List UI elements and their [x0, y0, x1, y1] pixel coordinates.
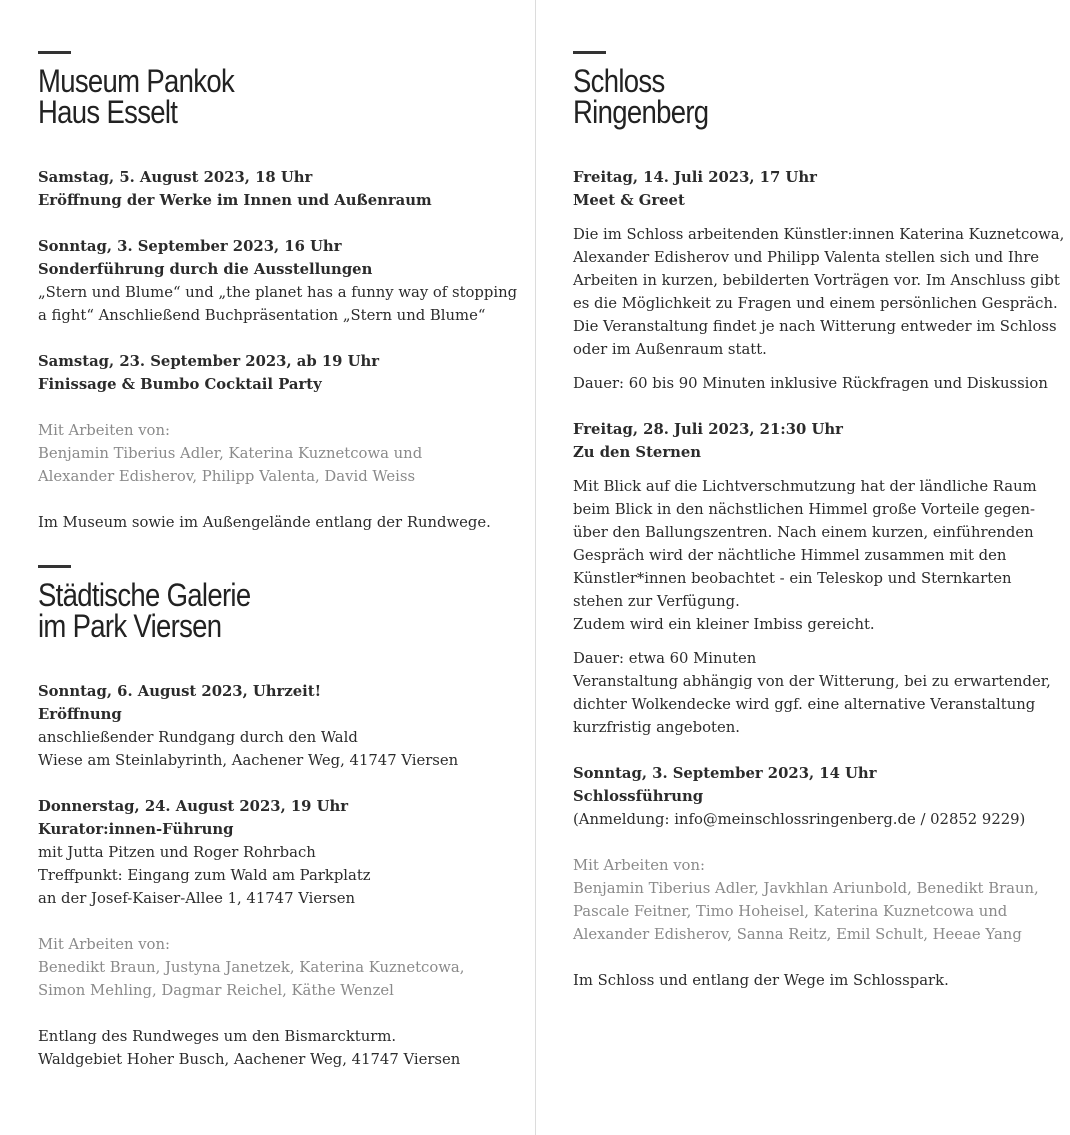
event-title: Sonderführung durch die Ausstellungen: [38, 261, 373, 278]
event-title: Kurator:innen-Führung: [38, 821, 234, 838]
event: [38, 680, 508, 772]
works-line: Benjamin Tiberius Adler, Katerina Kuznetcowa und: [38, 445, 423, 462]
title-line: im Park Viersen: [38, 608, 222, 644]
event-date: Sonntag, 6. August 2023, Uhrzeit!: [38, 683, 322, 700]
works-line: Simon Mehling, Dagmar Reichel, Käthe Wenzel: [38, 982, 394, 999]
event-description: Mit Blick auf die Lichtverschmutzung hat der ländliche Raum: [573, 478, 1037, 495]
location-text: Im Museum sowie im Außengelände entlang der Rundwege.: [38, 514, 491, 531]
section-dash: [573, 51, 606, 54]
event-detail: a fight“ Anschließend Buchpräsentation „Stern und Blume“: [38, 307, 486, 324]
event-title: Meet & Greet: [573, 192, 685, 209]
title-line: Haus Esselt: [38, 94, 178, 130]
event-list: [38, 166, 518, 534]
event-date: Sonntag, 3. September 2023, 16 Uhr: [38, 238, 342, 255]
location-text: Waldgebiet Hoher Busch, Aachener Weg, 41747 Viersen: [38, 1051, 461, 1068]
event-detail: Wiese am Steinlabyrinth, Aachener Weg, 41747 Viersen: [38, 752, 459, 769]
event-description: Künstler*innen beobachtet - ein Teleskop und Sternkarten: [573, 570, 1012, 587]
event: [38, 166, 508, 212]
works-block: [38, 419, 508, 488]
section-museum-pankok: [38, 51, 518, 534]
title-line: Schloss: [573, 63, 665, 99]
event-date: Sonntag, 3. September 2023, 14 Uhr: [573, 765, 877, 782]
event-description: Arbeiten in kurzen, bebilderten Vorträgen vor. Im Anschluss gibt: [573, 272, 1060, 289]
title-line: Museum Pankok: [38, 63, 235, 99]
event-detail: Treffpunkt: Eingang zum Wald am Parkplatz: [38, 867, 371, 884]
section-title: [38, 63, 442, 130]
event-title: Schlossführung: [573, 788, 704, 805]
event-note: dichter Wolkendecke wird ggf. eine alternative Veranstaltung: [573, 696, 1036, 713]
works-block: [573, 854, 1043, 946]
event-registration: (Anmeldung: info@meinschlossringenberg.de / 02852 9229): [573, 811, 1026, 828]
section-title: [38, 577, 442, 644]
section-schloss-ringenberg: [573, 51, 1065, 992]
column-divider: [535, 0, 536, 1135]
event: [38, 235, 518, 327]
event-date: Freitag, 14. Juli 2023, 17 Uhr: [573, 169, 817, 186]
works-label: Mit Arbeiten von:: [38, 422, 170, 439]
event-description: stehen zur Verfügung.: [573, 593, 740, 610]
event-description: beim Blick in den nächstlichen Himmel große Vorteile gegen-: [573, 501, 1036, 518]
event-description: Zudem wird ein kleiner Imbiss gereicht.: [573, 616, 875, 633]
event-duration: Dauer: 60 bis 90 Minuten inklusive Rückfragen und Diskussion: [573, 375, 1048, 392]
event-description: Gespräch wird der nächtliche Himmel zusammen mit den: [573, 547, 1007, 564]
title-line: Städtische Galerie: [38, 577, 251, 613]
event-description: Die im Schloss arbeitenden Künstler:innen Katerina Kuznetcowa,: [573, 226, 1065, 243]
event-date: Donnerstag, 24. August 2023, 19 Uhr: [38, 798, 349, 815]
section-staedtische-galerie: [38, 565, 508, 1071]
event-detail: an der Josef-Kaiser-Allee 1, 41747 Viersen: [38, 890, 356, 907]
event-title: Zu den Sternen: [573, 444, 702, 461]
event-description: Die Veranstaltung findet je nach Witterung entweder im Schloss: [573, 318, 1057, 335]
event-date: Samstag, 23. September 2023, ab 19 Uhr: [38, 353, 380, 370]
event: [38, 350, 508, 396]
works-label: Mit Arbeiten von:: [573, 857, 705, 874]
event: [38, 795, 508, 910]
event-title: Eröffnung: [38, 706, 122, 723]
works-line: Alexander Edisherov, Philipp Valenta, David Weiss: [38, 468, 416, 485]
location-text: Entlang des Rundweges um den Bismarckturm.: [38, 1028, 397, 1045]
event-title: Finissage & Bumbo Cocktail Party: [38, 376, 322, 393]
works-line: Alexander Edisherov, Sanna Reitz, Emil Schult, Heeae Yang: [573, 926, 1022, 943]
works-label: Mit Arbeiten von:: [38, 936, 170, 953]
event-description: Alexander Edisherov und Philipp Valenta stellen sich und Ihre: [573, 249, 1040, 266]
event-duration: Dauer: etwa 60 Minuten: [573, 650, 757, 667]
event-note: Veranstaltung abhängig von der Witterung, bei zu erwartender,: [573, 673, 1051, 690]
title-line: Ringenberg: [573, 94, 709, 130]
event-date: Samstag, 5. August 2023, 18 Uhr: [38, 169, 313, 186]
event-list: [573, 166, 1065, 992]
event-list: [38, 680, 508, 1071]
works-line: Benjamin Tiberius Adler, Javkhlan Ariunbold, Benedikt Braun,: [573, 880, 1039, 897]
event-description: oder im Außenraum statt.: [573, 341, 767, 358]
section-dash: [38, 51, 71, 54]
works-line: Benedikt Braun, Justyna Janetzek, Katerina Kuznetcowa,: [38, 959, 465, 976]
section-title: [573, 63, 977, 130]
event: [573, 418, 1051, 739]
event-date: Freitag, 28. Juli 2023, 21:30 Uhr: [573, 421, 843, 438]
event-detail: „Stern und Blume“ und „the planet has a funny way of stopping: [38, 284, 518, 301]
event-note: kurzfristig angeboten.: [573, 719, 740, 736]
event: [573, 762, 1043, 831]
event-description: es die Möglichkeit zu Fragen und einem persönlichen Gespräch.: [573, 295, 1058, 312]
works-line: Pascale Feitner, Timo Hoheisel, Katerina Kuznetcowa und: [573, 903, 1008, 920]
event-description: über den Ballungszentren. Nach einem kurzen, einführenden: [573, 524, 1034, 541]
event: [573, 166, 1065, 395]
event-detail: mit Jutta Pitzen und Roger Rohrbach: [38, 844, 316, 861]
works-block: [38, 933, 508, 1002]
event-detail: anschließender Rundgang durch den Wald: [38, 729, 358, 746]
event-title: Eröffnung der Werke im Innen und Außenraum: [38, 192, 432, 209]
section-dash: [38, 565, 71, 568]
location-text: Im Schloss und entlang der Wege im Schlosspark.: [573, 972, 949, 989]
